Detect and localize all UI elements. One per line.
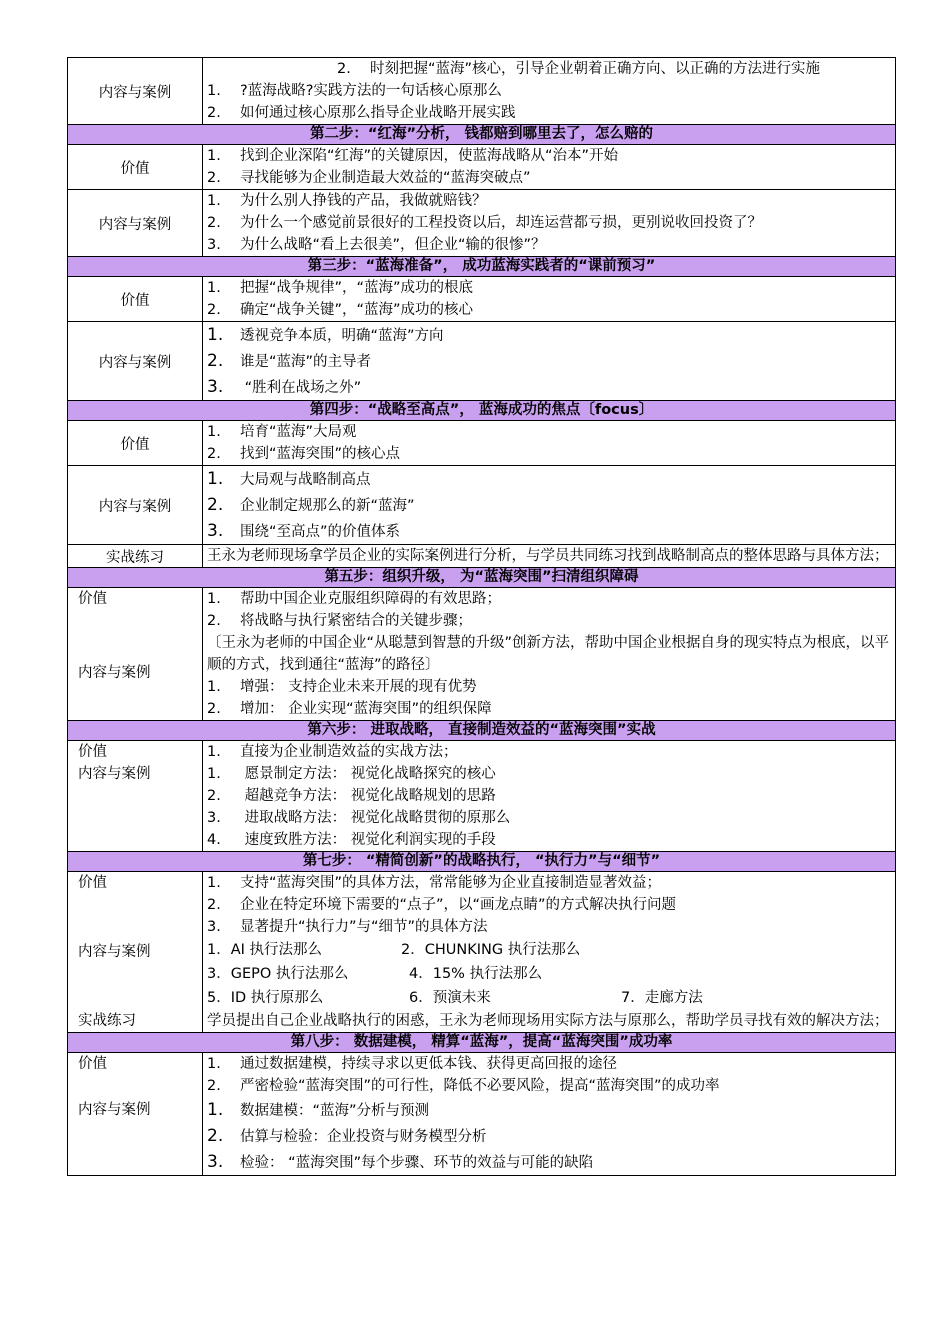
s8-value-label: 价值 xyxy=(78,1056,107,1072)
list-item: 3. 显著提升“执行力”与“细节”的具体方法 xyxy=(207,919,488,935)
list-item: 1. 增强： 支持企业未来开展的现有优势 xyxy=(207,679,477,695)
list-item: 3. 围绕“至高点”的价值体系 xyxy=(207,521,401,541)
s5-content-cell xyxy=(203,588,895,720)
step3-header: 第三步：“蓝海准备”， 成功蓝海实践者的“课前预习” xyxy=(68,256,895,276)
s3-value-cell xyxy=(203,277,895,321)
s5-label-cell xyxy=(68,588,203,720)
s8-row xyxy=(68,1052,895,1175)
list-item: 2. 企业在特定环境下需要的“点子”，以“画龙点睛”的方式解决执行问题 xyxy=(207,897,677,913)
s8-label-cell xyxy=(68,1053,203,1175)
method-item: 6．预演未来 xyxy=(409,990,491,1006)
s1-content-label: 内容与案例 xyxy=(68,58,203,124)
list-item: 2. 谁是“蓝海”的主导者 xyxy=(207,351,372,371)
s5-row xyxy=(68,587,895,720)
method-item: 4．15% 执行法那么 xyxy=(409,966,543,982)
s3-content-row xyxy=(68,321,895,400)
practice-text: 学员提出自己企业战略执行的困惑，王永为老师现场用实际方法与原那么，帮助学员寻找有效的解决方法； xyxy=(207,1013,889,1029)
list-item: 2. 估算与检验：企业投资与财务模型分析 xyxy=(207,1126,487,1146)
s5-content-label: 内容与案例 xyxy=(78,665,151,681)
list-item: 2. 增加： 企业实现“蓝海突围”的组织保障 xyxy=(207,701,492,717)
step6-header: 第六步： 进取战略， 直接制造效益的“蓝海突围”实战 xyxy=(68,720,895,740)
method-row xyxy=(207,986,895,1010)
method-item: 1．AI 执行法那么 xyxy=(207,942,323,958)
list-item: 1. 数据建模：“蓝海”分析与预测 xyxy=(207,1100,430,1120)
s4-practice-row xyxy=(68,544,895,567)
list-item: 2. 寻找能够为企业制造最大效益的“蓝海突破点” xyxy=(207,170,531,186)
s2-value-row xyxy=(68,144,895,189)
list-item: 1. 帮助中国企业克服组织障碍的有效思路； xyxy=(207,591,501,607)
list-item: 3. “胜利在战场之外” xyxy=(207,377,362,397)
s7-row xyxy=(68,871,895,1032)
s4-content-row xyxy=(68,465,895,544)
method-row xyxy=(207,938,895,962)
list-item: 3. 检验： “蓝海突围”每个步骤、环节的效益与可能的缺陷 xyxy=(207,1152,594,1172)
s2-value-cell xyxy=(203,145,895,189)
method-item: 3．GEPO 执行法那么 xyxy=(207,966,349,982)
step4-header: 第四步：“战略至高点”， 蓝海成功的焦点〔focus〕 xyxy=(68,400,895,420)
course-outline-table xyxy=(67,57,896,1176)
list-item: 2. 时刻把握“蓝海”核心，引导企业朝着正确方向、以正确的方法进行实施 xyxy=(337,61,821,77)
s6-label-cell xyxy=(68,741,203,851)
s3-content-cell xyxy=(203,322,895,400)
s1-content-row xyxy=(68,58,895,124)
note-text: 〔王永为老师的中国企业“从聪慧到智慧的升级”创新方法，帮助中国企业根据自身的现实特点为根底，以平顺的方式，找到通往“蓝海”的路径〕 xyxy=(207,635,890,673)
list-item: 1. 愿景制定方法： 视觉化战略探究的核心 xyxy=(207,766,496,782)
step8-header: 第八步： 数据建模， 精算“蓝海”，提高“蓝海突围”成功率 xyxy=(68,1032,895,1052)
s2-content-row xyxy=(68,189,895,256)
s2-content-cell xyxy=(203,190,895,256)
s3-content-label: 内容与案例 xyxy=(68,322,203,400)
s7-content-cell xyxy=(203,872,895,1032)
step7-header: 第七步： “精简创新”的战略执行， “执行力”与“细节” xyxy=(68,851,895,871)
s8-content-cell xyxy=(203,1053,895,1175)
s7-content-label: 内容与案例 xyxy=(78,944,151,960)
s8-content-label: 内容与案例 xyxy=(78,1102,151,1118)
s4-value-cell xyxy=(203,421,895,465)
s7-practice-label: 实战练习 xyxy=(78,1013,136,1029)
list-item: 2. 超越竞争方法： 视觉化战略规划的思路 xyxy=(207,788,496,804)
step2-header: 第二步：“红海”分析， 钱都赔到哪里去了，怎么赔的 xyxy=(68,124,895,144)
s4-content-cell xyxy=(203,466,895,544)
list-item: 2. 将战略与执行紧密结合的关键步骤； xyxy=(207,613,472,629)
list-item: 2. 为什么一个感觉前景很好的工程投资以后，却连运营都亏损，更别说收回投资了？ xyxy=(207,215,762,231)
list-item: 1. 找到企业深陷“红海”的关键原因，使蓝海战略从“治本”开始 xyxy=(207,148,619,164)
method-item: 5．ID 执行原那么 xyxy=(207,990,324,1006)
list-item: 3. 进取战略方法： 视觉化战略贯彻的原那么 xyxy=(207,810,511,826)
list-item: 4. 速度致胜方法： 视觉化利润实现的手段 xyxy=(207,832,496,848)
s6-content-label: 内容与案例 xyxy=(78,766,151,782)
list-item: 1. 为什么别人挣钱的产品，我做就赔钱？ xyxy=(207,193,487,209)
list-item: 1. ?蓝海战略?实践方法的一句话核心原那么 xyxy=(207,83,502,99)
list-item: 2. 确定“战争关键”，“蓝海”成功的核心 xyxy=(207,302,474,318)
list-item: 1. 培育“蓝海”大局观 xyxy=(207,424,357,440)
list-item: 1. 透视竞争本质，明确“蓝海”方向 xyxy=(207,325,444,345)
s7-value-label: 价值 xyxy=(78,875,107,891)
list-item: 2. 如何通过核心原那么指导企业战略开展实践 xyxy=(207,105,516,121)
s2-content-label: 内容与案例 xyxy=(68,190,203,256)
s4-content-label: 内容与案例 xyxy=(68,466,203,544)
s4-value-label: 价值 xyxy=(68,421,203,465)
list-item: 2. 找到“蓝海突围”的核心点 xyxy=(207,446,401,462)
s4-practice-cell xyxy=(203,545,895,567)
s4-practice-label: 实战练习 xyxy=(68,545,203,567)
method-item: 2．CHUNKING 执行法那么 xyxy=(401,942,581,958)
method-item: 7．走廊方法 xyxy=(621,990,703,1006)
list-item: 1. 直接为企业制造效益的实战方法； xyxy=(207,744,458,760)
s2-value-label: 价值 xyxy=(68,145,203,189)
method-row xyxy=(207,962,895,986)
step5-header: 第五步：组织升级， 为“蓝海突围”扫清组织障碍 xyxy=(68,567,895,587)
s6-row xyxy=(68,740,895,851)
s6-content-cell xyxy=(203,741,895,851)
list-item: 2. 严密检验“蓝海突围”的可行性，降低不必要风险，提高“蓝海突围”的成功率 xyxy=(207,1078,720,1094)
s3-value-label: 价值 xyxy=(68,277,203,321)
list-item: 1. 通过数据建模，持续寻求以更低本钱、获得更高回报的途径 xyxy=(207,1056,617,1072)
list-item: 2. 企业制定规那么的新“蓝海” xyxy=(207,495,415,515)
list-item: 1. 支持“蓝海突围”的具体方法，常常能够为企业直接制造显著效益； xyxy=(207,875,662,891)
s4-value-row xyxy=(68,420,895,465)
s7-label-cell xyxy=(68,872,203,1032)
practice-text: 王永为老师现场拿学员企业的实际案例进行分析，与学员共同练习找到战略制高点的整体思路与具体方法； xyxy=(207,548,889,564)
list-item: 1. 大局观与战略制高点 xyxy=(207,469,371,489)
s1-content-cell xyxy=(203,58,895,124)
list-item: 3. 为什么战略“看上去很美”，但企业“输的很惨”？ xyxy=(207,237,546,253)
s6-value-label: 价值 xyxy=(78,744,107,760)
s5-value-label: 价值 xyxy=(78,591,107,607)
list-item: 1. 把握“战争规律”，“蓝海”成功的根底 xyxy=(207,280,474,296)
s3-value-row xyxy=(68,276,895,321)
